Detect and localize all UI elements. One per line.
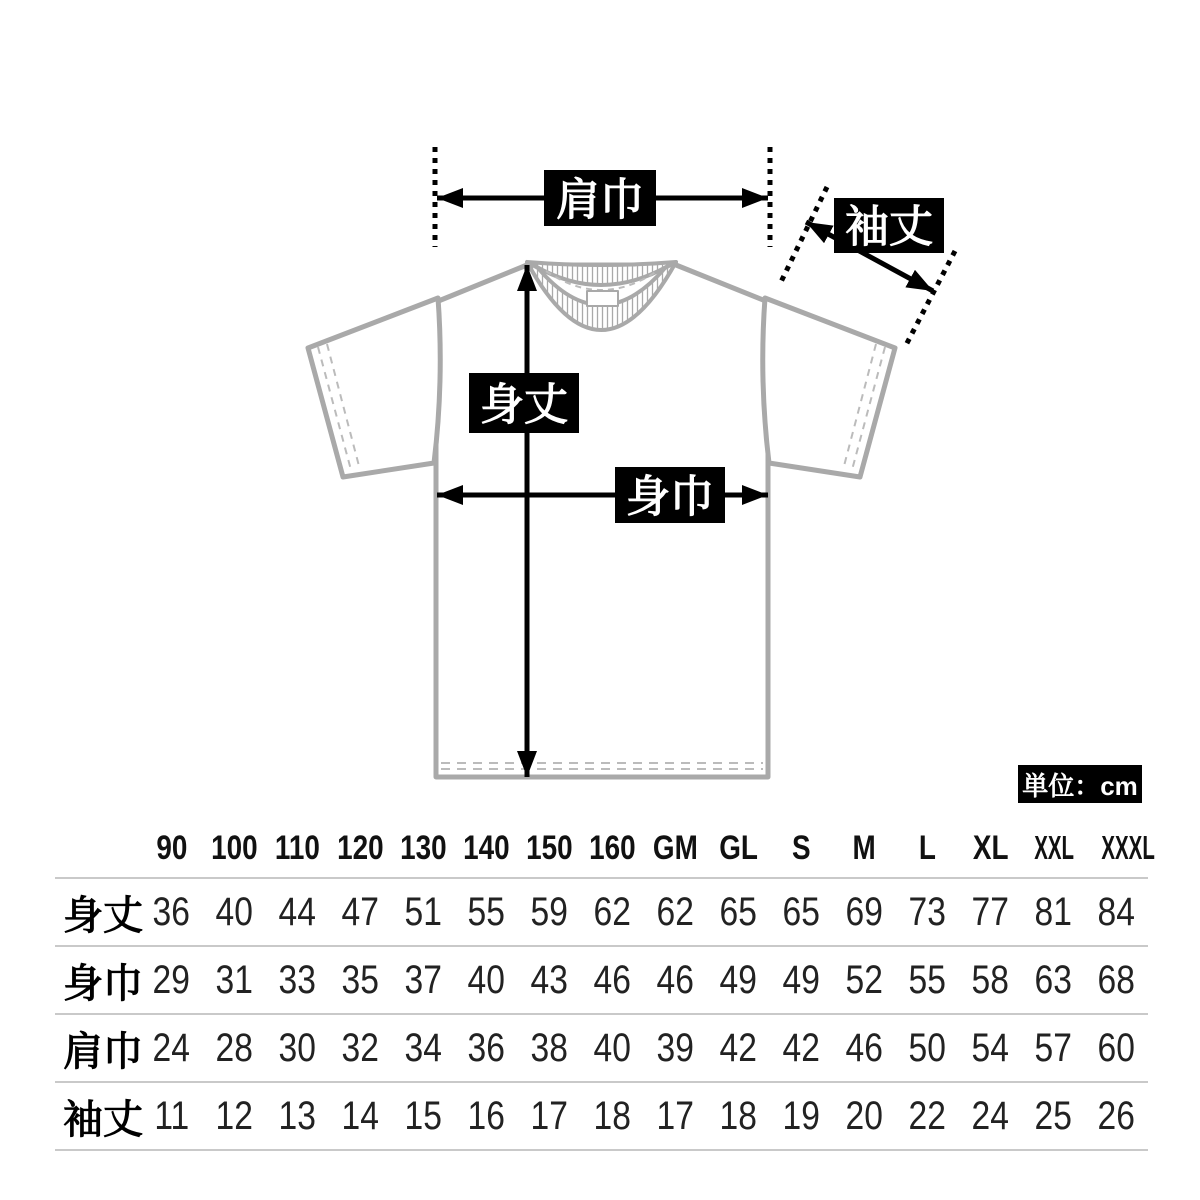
size-cell: 54 [959,1014,1022,1082]
size-cell: 62 [581,878,644,946]
size-cell: 55 [455,878,518,946]
col-header-100: 100 [211,829,258,867]
size-cell: 65 [770,878,833,946]
col-header-M: M [852,829,877,867]
size-cell: 12 [203,1082,266,1150]
unit-badge-label: 単位：cm [1022,771,1138,801]
size-cell: 36 [455,1014,518,1082]
size-cell: 38 [518,1014,581,1082]
body-width-label: 身巾 [626,472,714,522]
size-cell: 17 [518,1082,581,1150]
size-cell: 42 [770,1014,833,1082]
row-label: 身巾 [55,946,140,1014]
size-cell: 69 [833,878,896,946]
size-table [55,820,1155,1151]
size-cell: 11 [140,1082,203,1150]
size-cell: 31 [203,946,266,1014]
size-cell: 50 [896,1014,959,1082]
corner-cell [55,820,140,878]
size-cell: 40 [203,878,266,946]
col-header-160: 160 [589,829,636,867]
size-cell: 30 [266,1014,329,1082]
row-label: 袖丈 [55,1082,140,1150]
col-header-110: 110 [274,829,320,867]
col-header-130: 130 [400,829,447,867]
col-header-S: S [792,829,811,867]
size-cell: 51 [392,878,455,946]
sleeve-guide-dotted-lower [906,251,955,345]
size-cell: 37 [392,946,455,1014]
size-cell: 47 [329,878,392,946]
col-header-XL: XL [972,829,1009,867]
size-cell: 26 [1085,1082,1148,1150]
body-length-label: 身丈 [480,380,568,430]
size-cell: 65 [707,878,770,946]
col-header-150: 150 [526,829,573,867]
size-cell: 36 [140,878,203,946]
size-cell: 32 [329,1014,392,1082]
size-cell: 18 [707,1082,770,1150]
col-header-XXXL: XXXL [1101,829,1155,866]
size-cell: 60 [1085,1014,1148,1082]
size-cell: 17 [644,1082,707,1150]
size-cell: 15 [392,1082,455,1150]
size-cell: 13 [266,1082,329,1150]
size-cell: 14 [329,1082,392,1150]
size-cell: 49 [707,946,770,1014]
size-table-section [55,820,1155,1151]
col-header-L: L [918,829,937,867]
col-header-XXL: XXL [1034,829,1074,866]
size-cell: 46 [644,946,707,1014]
size-cell: 52 [833,946,896,1014]
table-row [55,946,1148,1014]
size-cell: 40 [581,1014,644,1082]
size-cell: 20 [833,1082,896,1150]
neck-tag [587,291,618,306]
shoulder-width-label: 肩巾 [556,175,644,225]
size-cell: 58 [959,946,1022,1014]
size-cell: 77 [959,878,1022,946]
col-header-GL: GL [719,829,758,867]
size-table-header [55,820,1155,878]
size-cell: 46 [833,1014,896,1082]
size-table-body [55,878,1148,1150]
table-row [55,1082,1148,1150]
size-cell: 33 [266,946,329,1014]
table-row [55,878,1148,946]
size-cell: 42 [707,1014,770,1082]
size-cell: 25 [1022,1082,1085,1150]
size-cell: 22 [896,1082,959,1150]
size-cell: 44 [266,878,329,946]
row-label: 身丈 [55,878,140,946]
size-cell: 24 [140,1014,203,1082]
col-header-120: 120 [337,829,384,867]
size-cell: 73 [896,878,959,946]
size-cell: 35 [329,946,392,1014]
size-cell: 59 [518,878,581,946]
size-cell: 55 [896,946,959,1014]
unit-badge [1018,765,1142,803]
size-cell: 16 [455,1082,518,1150]
size-cell: 19 [770,1082,833,1150]
row-label: 肩巾 [55,1014,140,1082]
size-cell: 68 [1085,946,1148,1014]
col-header-140: 140 [463,829,510,867]
size-cell: 49 [770,946,833,1014]
sleeve-length-label: 袖丈 [845,202,933,252]
size-cell: 28 [203,1014,266,1082]
size-cell: 24 [959,1082,1022,1150]
size-cell: 40 [455,946,518,1014]
col-header-GM: GM [653,829,698,867]
size-cell: 57 [1022,1014,1085,1082]
size-cell: 62 [644,878,707,946]
size-cell: 84 [1085,878,1148,946]
sleeve-guide-dotted-upper [779,187,827,286]
size-cell: 81 [1022,878,1085,946]
tshirt-outline [308,265,895,777]
size-cell: 63 [1022,946,1085,1014]
size-cell: 18 [581,1082,644,1150]
size-cell: 34 [392,1014,455,1082]
col-header-90: 90 [155,829,188,867]
shoulder-width-annotation [435,147,770,247]
size-cell: 43 [518,946,581,1014]
size-cell: 29 [140,946,203,1014]
size-cell: 46 [581,946,644,1014]
size-cell: 39 [644,1014,707,1082]
table-row [55,1014,1148,1082]
